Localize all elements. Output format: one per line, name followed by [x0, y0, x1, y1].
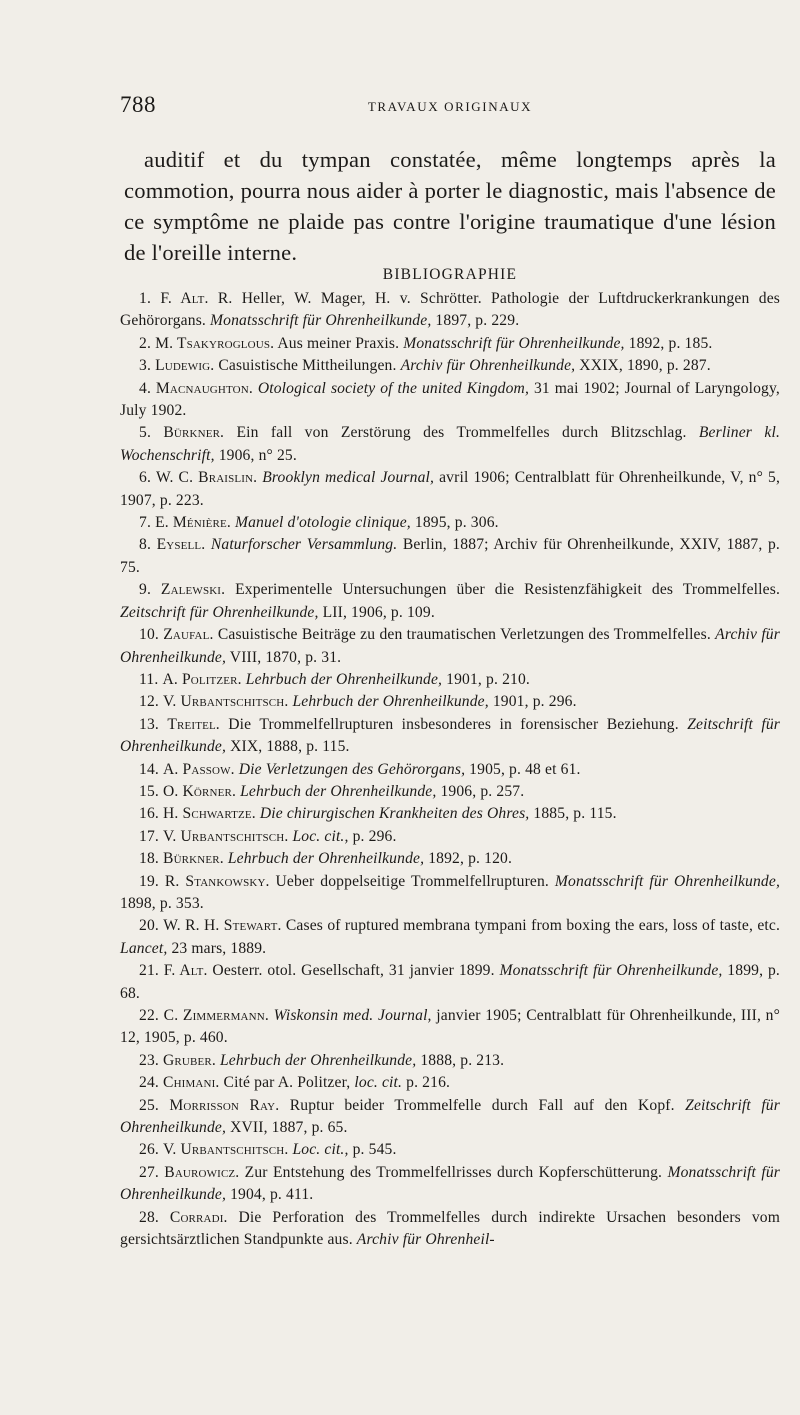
- entry-text: Casuistische Mittheilungen.: [214, 357, 401, 375]
- entry-journal: Archiv für Ohrenheilkunde,: [120, 626, 780, 666]
- entry-author: O. Körner.: [163, 782, 237, 800]
- entry-journal: Archiv für Ohrenheilkunde,: [400, 357, 576, 375]
- entry-number: 13.: [139, 715, 159, 733]
- bibliography-entry: [120, 579, 780, 624]
- bibliography-entry: [120, 781, 780, 803]
- bibliography-entry: [120, 624, 780, 669]
- entry-text: R. Heller, W. Mager, H. v. Schrötter. Pathologie der Luftdruckerkrankungen des Gehörorgans.: [120, 290, 780, 330]
- bibliography-entry: [120, 669, 780, 691]
- entry-journal: Lehrbuch der Ohrenheilkunde,: [292, 693, 489, 711]
- entry-author: F. Alt.: [163, 962, 208, 980]
- bibliography-entry: [120, 422, 780, 467]
- entry-rest: XXIX, 1890, p. 287.: [575, 357, 711, 375]
- entry-number: 27.: [139, 1163, 159, 1181]
- entry-number: 10.: [139, 626, 159, 644]
- entry-text: Ein fall von Zerstörung des Trommelfelles durch Blitzschlag.: [224, 424, 699, 442]
- entry-author: Zalewski.: [160, 581, 226, 599]
- entry-rest: Berlin, 1887; Archiv für Ohrenheilkunde, XXIV, 1887, p. 75.: [120, 536, 780, 576]
- entry-journal: Zeitschrift für Ohrenheilkunde,: [120, 1096, 780, 1137]
- entry-author: Baurowicz.: [164, 1163, 240, 1181]
- entry-rest: p. 296.: [348, 827, 397, 845]
- entry-journal: Loc. cit.,: [292, 1141, 349, 1159]
- entry-rest: VIII, 1870, p. 31.: [226, 648, 342, 666]
- entry-rest: XIX, 1888, p. 115.: [226, 738, 350, 756]
- bibliography-entry: [120, 848, 780, 870]
- running-title: TRAVAUX ORIGINAUX: [367, 99, 533, 114]
- entry-author: Bürkner.: [163, 424, 225, 442]
- entry-number: 4.: [139, 379, 151, 397]
- entry-journal: Die chirurgischen Krankheiten des Ohres,: [259, 805, 530, 823]
- entry-author: V. Urbantschitsch.: [163, 693, 289, 711]
- bibliography-entry: [120, 871, 780, 916]
- entry-text: Zur Entstehung des Trommelfellrisses durch Kopferschütterung.: [239, 1163, 668, 1181]
- entry-rest: 1898, p. 353.: [120, 894, 204, 912]
- bibliography-entry: [120, 1162, 780, 1207]
- bibliography-entry: [120, 759, 780, 781]
- entry-text: Die Perforation des Trommelfelles durch indirekte Ursachen besonders vom gersichtsärztlichen Standpunkte aus.: [120, 1208, 780, 1249]
- entry-number: 8.: [139, 536, 151, 554]
- entry-number: 12.: [139, 693, 159, 711]
- bibliography-entry: [120, 1139, 780, 1161]
- entry-rest: 31 mai 1902; Journal of Laryngology, July 1902.: [120, 379, 780, 420]
- page-header: [120, 92, 780, 120]
- bibliography-entry: [120, 1072, 780, 1094]
- entry-journal: Monatsschrift für Ohrenheilkunde,: [554, 872, 780, 890]
- page-number: 788: [120, 92, 156, 117]
- entry-number: 16.: [139, 805, 159, 823]
- entry-text: Cases of ruptured membrana tympani from boxing the ears, loss of taste, etc.: [281, 917, 780, 935]
- entry-number: 7.: [139, 514, 151, 532]
- entry-author: V. Urbantschitsch.: [163, 1141, 289, 1159]
- entry-rest: p. 216.: [402, 1074, 451, 1092]
- entry-number: 2.: [139, 334, 151, 352]
- entry-author: Chimani.: [163, 1074, 220, 1092]
- entry-journal: Monatsschrift für Ohrenheilkunde,: [210, 312, 432, 330]
- entry-rest: 23 mars, 1889.: [167, 939, 267, 957]
- entry-rest: 1885, p. 115.: [529, 805, 617, 823]
- entry-journal: Wiskonsin med. Journal,: [273, 1007, 432, 1024]
- entry-author: M. Tsakyroglous.: [155, 334, 275, 352]
- entry-text: Casuistische Beiträge zu den traumatischen Verletzungen des Trommelfelles.: [213, 626, 716, 644]
- entry-rest: avril 1906; Centralblatt für Ohrenheilkunde, V, n° 5, 1907, p. 223.: [120, 469, 780, 509]
- entry-rest: 1892, p. 120.: [424, 850, 513, 868]
- entry-text: Ruptur beider Trommelfelle durch Fall auf den Kopf.: [279, 1096, 686, 1114]
- entry-journal: Lancet,: [120, 939, 168, 957]
- bibliography-entry: [120, 960, 780, 1005]
- entry-author: W. R. H. Stewart.: [163, 917, 282, 935]
- entry-rest: LII, 1906, p. 109.: [318, 603, 435, 621]
- entry-number: 15.: [139, 782, 159, 800]
- entry-rest: 1906, p. 257.: [436, 782, 525, 800]
- entry-number: 23.: [139, 1051, 159, 1069]
- entry-text: Ueber doppelseitige Trommelfellrupturen.: [269, 872, 555, 890]
- bibliography-entry: [120, 512, 780, 534]
- entry-text: Aus meiner Praxis.: [274, 334, 404, 352]
- bibliography-entry: [120, 1207, 780, 1252]
- entry-journal: Berliner kl. Wochenschrift,: [120, 424, 780, 464]
- entry-journal: Lehrbuch der Ohrenheilkunde,: [245, 670, 443, 688]
- entry-journal: Monatsschrift für Ohrenheilkunde,: [499, 962, 723, 980]
- bibliography-entry: [120, 378, 780, 423]
- entry-text: Experimentelle Untersuchungen über die Resistenzfähigkeit des Trommelfelles.: [225, 581, 780, 599]
- entry-number: 19.: [139, 872, 159, 890]
- bibliography-entry: [120, 534, 780, 579]
- entry-number: 6.: [139, 469, 151, 487]
- entry-author: Treitel.: [167, 715, 220, 733]
- entry-author: Morrisson Ray.: [169, 1096, 280, 1114]
- entry-rest: 1901, p. 296.: [488, 693, 577, 711]
- entry-rest: p. 545.: [348, 1141, 397, 1159]
- entry-journal: Lehrbuch der Ohrenheilkunde,: [219, 1051, 417, 1069]
- entry-text: Die Trommelfellrupturen insbesonderes in forensischer Beziehung.: [219, 715, 688, 733]
- bibliography-list: [120, 288, 780, 1251]
- entry-rest: 1899, p. 68.: [120, 962, 780, 1002]
- entry-journal: Brooklyn medical Journal,: [262, 469, 435, 487]
- entry-number: 26.: [139, 1141, 159, 1159]
- entry-number: 24.: [139, 1074, 159, 1092]
- entry-journal: Monatsschrift für Ohrenheilkunde,: [403, 334, 625, 352]
- bibliography-entry: [120, 288, 780, 333]
- bibliography-entry: [120, 826, 780, 848]
- entry-rest: 1895, p. 306.: [410, 514, 499, 532]
- entry-journal: Lehrbuch der Ohrenheilkunde,: [227, 850, 425, 868]
- entry-author: F. Alt.: [160, 290, 209, 307]
- entry-rest: XVII, 1887, p. 65.: [226, 1119, 348, 1137]
- entry-number: 28.: [139, 1208, 159, 1226]
- entry-author: Bürkner.: [163, 850, 224, 868]
- entry-rest: 1905, p. 48 et 61.: [465, 760, 581, 778]
- entry-number: 14.: [139, 760, 159, 778]
- entry-number: 22.: [139, 1007, 159, 1024]
- entry-author: A. Politzer.: [162, 670, 242, 688]
- bibliography-title: BIBLIOGRAPHIE: [382, 266, 518, 283]
- entry-number: 11.: [139, 670, 159, 688]
- entry-author: Gruber.: [163, 1051, 216, 1069]
- entry-rest: 1897, p. 229.: [431, 312, 520, 330]
- entry-author: Ludewig.: [155, 357, 215, 375]
- bibliography-entry: [120, 691, 780, 713]
- entry-journal: Naturforscher Versammlung.: [210, 536, 398, 554]
- entry-number: 20.: [139, 917, 159, 935]
- body-paragraph: auditif et du tympan constatée, même longtemps après la commotion, pourra nous aider à porter le diagnostic, mais l'absence de ce symptôme ne plaide pas contre l'origine traumatique d'une lésion de l'oreille interne.: [124, 147, 776, 265]
- entry-journal: Loc. cit.,: [292, 827, 349, 845]
- bibliography-entry: [120, 1095, 780, 1140]
- entry-journal: Manuel d'otologie clinique,: [234, 514, 411, 532]
- bibliography-entry: [120, 714, 780, 759]
- bibliography-entry: [120, 803, 780, 825]
- entry-author: C. Zimmermann.: [163, 1007, 269, 1024]
- entry-author: Eysell.: [156, 536, 206, 554]
- entry-journal: Zeitschrift für Ohrenheilkunde,: [120, 603, 319, 621]
- entry-rest: 1904, p. 411.: [226, 1186, 314, 1204]
- bibliography-entry: [120, 333, 780, 355]
- entry-author: Zaufal.: [163, 626, 214, 644]
- entry-author: Macnaughton.: [155, 379, 253, 397]
- entry-number: 3.: [139, 357, 151, 375]
- entry-journal: Archiv für Ohrenheil-: [356, 1231, 495, 1249]
- entry-author: E. Ménière.: [155, 514, 231, 532]
- bibliography-entry: [120, 1005, 780, 1050]
- bibliography-entry: [120, 355, 780, 377]
- entry-author: Corradi.: [169, 1208, 228, 1226]
- bibliography-entry: [120, 1050, 780, 1072]
- entry-rest: 1892, p. 185.: [624, 334, 713, 352]
- entry-journal: Zeitschrift für Ohrenheilkunde,: [120, 715, 780, 756]
- entry-author: R. Stankowsky.: [164, 872, 270, 890]
- entry-number: 25.: [139, 1096, 159, 1114]
- entry-author: W. C. Braislin.: [156, 469, 258, 487]
- entry-journal: Otological society of the united Kingdom,: [257, 379, 530, 397]
- entry-author: A. Passow.: [163, 760, 235, 778]
- bibliography-entry: [120, 467, 780, 512]
- entry-text: Oesterr. otol. Gesellschaft, 31 janvier 1899.: [207, 962, 500, 980]
- entry-rest: 1901, p. 210.: [442, 670, 530, 688]
- entry-number: 21.: [139, 962, 159, 980]
- entry-rest: 1906, n° 25.: [214, 446, 297, 464]
- entry-number: 1.: [139, 290, 151, 307]
- entry-journal: Monatsschrift für Ohrenheilkunde,: [120, 1163, 780, 1204]
- entry-rest: 1888, p. 213.: [416, 1051, 505, 1069]
- entry-number: 17.: [139, 827, 159, 845]
- entry-author: V. Urbantschitsch.: [163, 827, 289, 845]
- entry-journal: loc. cit.: [354, 1074, 403, 1092]
- entry-number: 18.: [139, 850, 159, 868]
- entry-journal: Lehrbuch der Ohrenheilkunde,: [240, 782, 437, 800]
- bibliography-entry: [120, 915, 780, 960]
- entry-rest: janvier 1905; Centralblatt für Ohrenheilkunde, III, n° 12, 1905, p. 460.: [120, 1007, 780, 1047]
- entry-author: H. Schwartze.: [163, 805, 256, 823]
- entry-number: 5.: [139, 424, 151, 442]
- entry-journal: Die Verletzungen des Gehörorgans,: [238, 760, 466, 778]
- entry-text: Cité par A. Politzer,: [219, 1074, 355, 1092]
- entry-number: 9.: [139, 581, 151, 599]
